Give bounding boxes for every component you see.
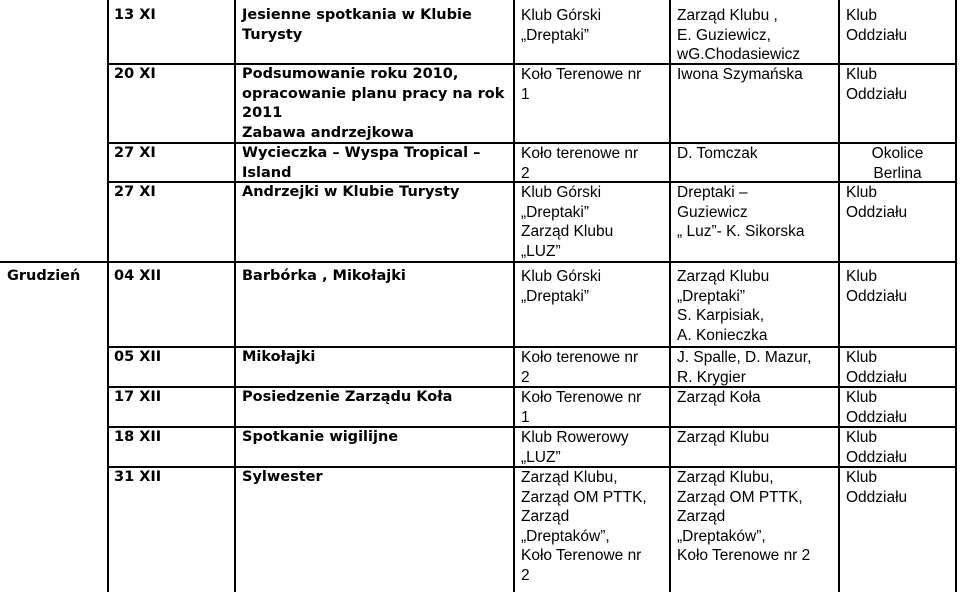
event-place: Klub Oddziału <box>846 389 908 426</box>
event-name: Andrzejki w Klubie Turysty <box>242 184 460 200</box>
event-place: Klub Oddziału <box>846 349 908 386</box>
event-date: 31 XII <box>114 469 162 485</box>
event-organizer: Klub Górski „Dreptaki” Zarząd Klubu „LUZ” <box>521 184 614 260</box>
event-organizer: Klub Górski „Dreptaki” <box>521 268 602 305</box>
event-date: 13 XI <box>114 7 156 23</box>
event-responsible: D. Tomczak <box>677 145 758 162</box>
event-name: Spotkanie wigilijne <box>242 429 399 445</box>
event-date: 18 XII <box>114 429 162 445</box>
row-divider <box>0 261 957 263</box>
event-place: Klub Oddziału <box>846 66 908 103</box>
column-divider <box>669 0 671 592</box>
event-organizer: Zarząd Klubu, Zarząd OM PTTK, Zarząd „Dreptaków”, Koło Terenowe nr 2 <box>521 469 647 584</box>
event-date: 20 XI <box>114 66 156 82</box>
event-responsible: Iwona Szymańska <box>677 66 803 83</box>
event-responsible: Zarząd Koła <box>677 389 761 406</box>
month-label: Grudzień <box>7 268 81 284</box>
event-name: Jesienne spotkania w Klubie Turysty <box>242 7 472 43</box>
column-divider <box>234 0 236 592</box>
event-organizer: Koło terenowe nr 2 <box>521 349 639 386</box>
event-responsible: Zarząd Klubu, Zarząd OM PTTK, Zarząd „Dreptaków”, Koło Terenowe nr 2 <box>677 469 811 564</box>
event-place: Okolice Berlina <box>871 145 924 182</box>
event-name: Wycieczka – Wyspa Tropical – Island <box>242 145 481 181</box>
event-name: Sylwester <box>242 469 323 485</box>
event-date: 27 XI <box>114 145 156 161</box>
event-responsible: Zarząd Klubu , E. Guziewicz, wG.Chodasiewicz <box>677 7 801 63</box>
event-date: 27 XI <box>114 184 156 200</box>
event-name: Podsumowanie roku 2010, opracowanie planu pracy na rok 2011 Zabawa andrzejkowa <box>242 66 505 141</box>
event-organizer: Koło Terenowe nr 1 <box>521 66 642 103</box>
event-name: Posiedzenie Zarządu Koła <box>242 389 453 405</box>
event-organizer: Koło terenowe nr 2 <box>521 145 639 182</box>
table-border-right <box>955 0 957 592</box>
event-responsible: Zarząd Klubu „Dreptaki” S. Karpisiak, A. Konieczka <box>677 268 770 344</box>
event-responsible: J. Spalle, D. Mazur, R. Krygier <box>677 349 812 386</box>
event-name: Mikołajki <box>242 349 316 365</box>
event-place: Klub Oddziału <box>846 469 908 506</box>
event-place: Klub Oddziału <box>846 268 908 305</box>
event-organizer: Koło Terenowe nr 1 <box>521 389 642 426</box>
event-responsible: Dreptaki – Guziewicz „ Luz”- K. Sikorska <box>677 184 805 240</box>
event-organizer: Klub Rowerowy „LUZ” <box>521 429 629 466</box>
column-divider <box>513 0 515 592</box>
event-date: 17 XII <box>114 389 162 405</box>
event-responsible: Zarząd Klubu <box>677 429 770 446</box>
event-place: Klub Oddziału <box>846 429 908 466</box>
event-organizer: Klub Górski „Dreptaki” <box>521 7 602 44</box>
event-name: Barbórka , Mikołajki <box>242 268 406 284</box>
event-place: Klub Oddziału <box>846 184 908 221</box>
event-date: 05 XII <box>114 349 162 365</box>
table-border-left <box>107 0 109 592</box>
event-date: 04 XII <box>114 268 162 284</box>
column-divider <box>838 0 840 592</box>
event-place: Klub Oddziału <box>846 7 908 44</box>
